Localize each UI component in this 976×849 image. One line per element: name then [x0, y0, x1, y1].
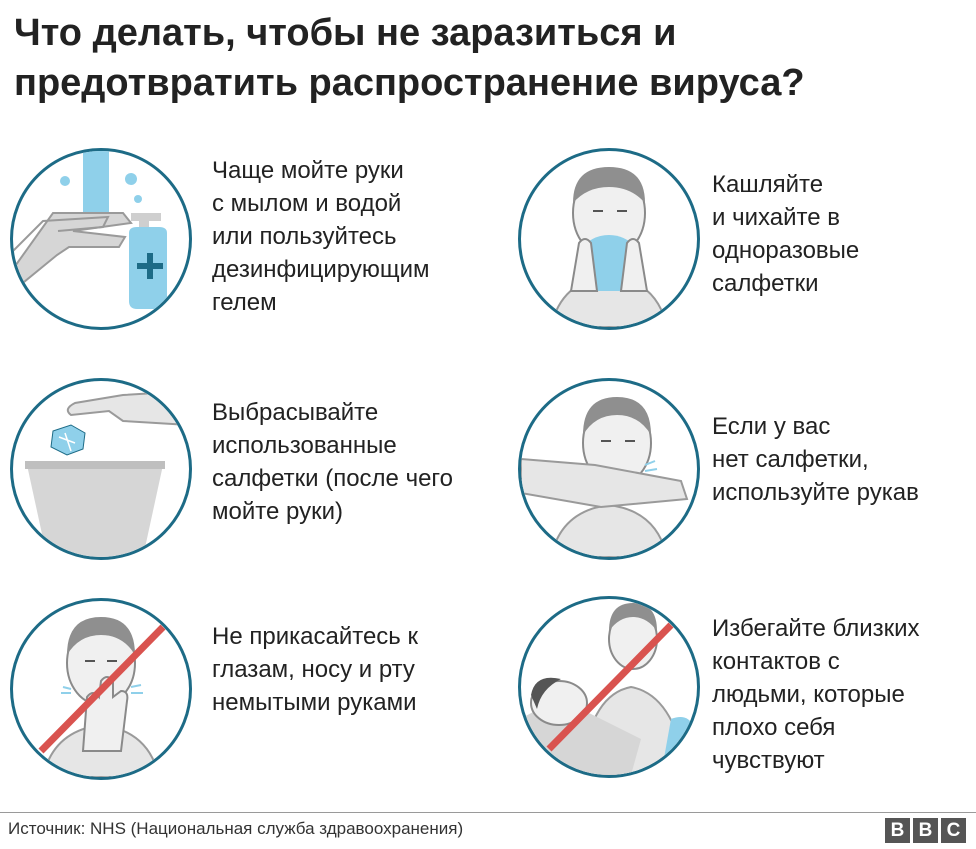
tip-line: салфетки — [712, 270, 819, 297]
tip-line: немытыми руками — [212, 689, 417, 716]
tip-line: Если у вас — [712, 413, 831, 440]
page-title-line-2: предотвратить распространение вируса? — [14, 62, 805, 104]
bbc-logo-block: C — [941, 818, 966, 843]
tip-line: Кашляйте — [712, 171, 824, 198]
tip-text — [212, 620, 502, 719]
tip-line: гелем — [212, 289, 277, 316]
tip-line: Выбрасывайте — [212, 399, 379, 426]
tip-dont-touch-face — [10, 598, 480, 778]
tip-line: глазам, носу и рту — [212, 656, 415, 683]
tip-line: дезинфицирующим — [212, 256, 430, 283]
page-title-line-1: Что делать, чтобы не заразиться и — [14, 12, 677, 54]
tip-line: мойте руки) — [212, 498, 343, 525]
tip-text — [712, 168, 976, 300]
tip-line: чувствуют — [712, 747, 825, 774]
sneeze-into-sleeve-icon — [518, 378, 700, 560]
tip-hand-washing — [10, 148, 480, 328]
tip-line: плохо себя — [712, 714, 836, 741]
bbc-logo-block: B — [885, 818, 910, 843]
bbc-logo-block: B — [913, 818, 938, 843]
tip-line: или пользуйтесь — [212, 223, 397, 250]
tip-line: Не прикасайтесь к — [212, 623, 418, 650]
tip-text — [212, 396, 502, 528]
tip-line: нет салфетки, — [712, 446, 869, 473]
sneeze-into-tissue-icon — [518, 148, 700, 330]
tip-line: салфетки (после чего — [212, 465, 453, 492]
tip-sneeze-into-tissue — [518, 148, 976, 328]
tip-line: одноразовые — [712, 237, 860, 264]
tip-line: контактов с — [712, 648, 840, 675]
tip-line: Чаще мойте руки — [212, 157, 404, 184]
footer-divider — [0, 812, 976, 813]
dispose-tissue-icon — [10, 378, 192, 560]
source-note: Источник: NHS (Национальная служба здравоохранения) — [8, 819, 464, 838]
tip-text — [712, 410, 976, 509]
tip-avoid-contact — [518, 596, 976, 776]
tip-text — [712, 612, 976, 777]
hand-washing-icon — [10, 148, 192, 330]
page-title — [14, 8, 964, 108]
tip-line: использованные — [212, 432, 397, 459]
tip-line: используйте рукав — [712, 479, 919, 506]
tip-sneeze-into-sleeve — [518, 378, 976, 558]
tip-line: и чихайте в — [712, 204, 840, 231]
dont-touch-face-icon — [10, 598, 192, 780]
bbc-logo — [885, 818, 966, 843]
tip-line: людьми, которые — [712, 681, 905, 708]
tip-dispose-tissue — [10, 378, 480, 558]
tip-text — [212, 154, 502, 319]
tip-line: с мылом и водой — [212, 190, 402, 217]
tip-line: Избегайте близких — [712, 615, 920, 642]
avoid-contact-icon — [518, 596, 700, 778]
